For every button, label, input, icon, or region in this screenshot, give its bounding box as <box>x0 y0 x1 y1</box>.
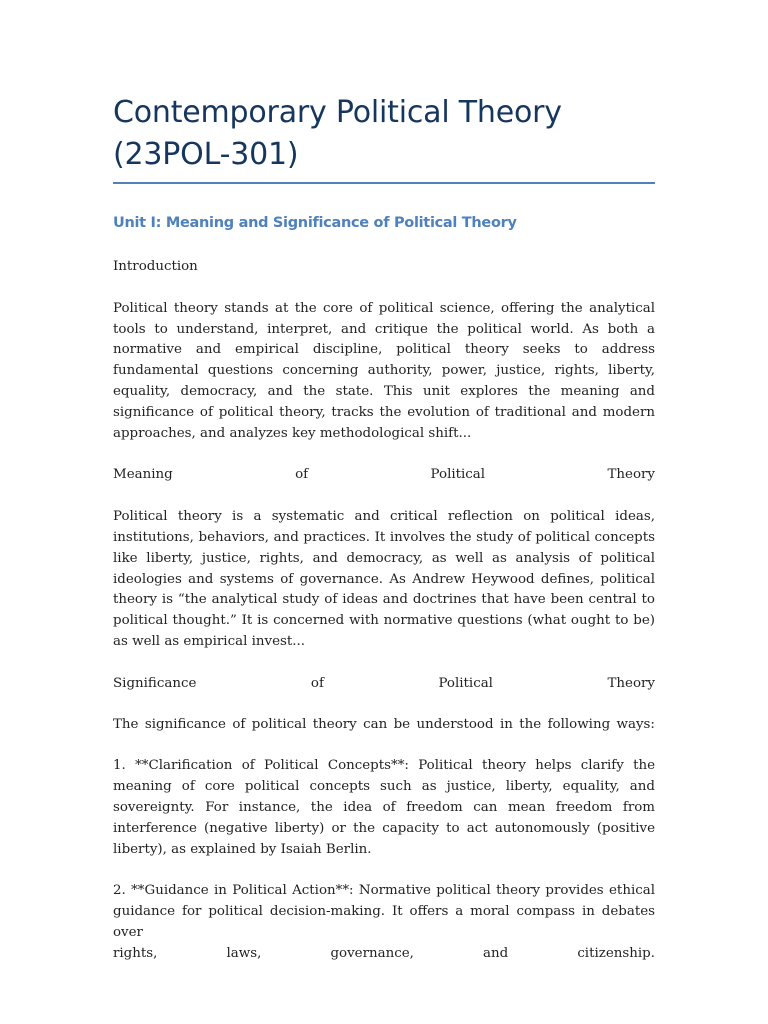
meaning-heading-word: Theory <box>607 467 655 483</box>
introduction-label: Introduction <box>113 259 198 274</box>
significance-item-2-last-line <box>113 944 655 965</box>
significance-heading-word: Significance <box>113 675 197 691</box>
significance-heading-word: of <box>310 675 324 691</box>
intro-paragraph: Political theory stands at the core of political science, offering the analytical tools to understand, interpret, and critique the political world. As both a normative and empirical discipline, political theory seeks to address fundamental questions concerning authority, power, justice, rights, liberty, equality, democracy, and the state. This unit explores the meaning and significance of political theory, tracks the evolution of traditional and modern approaches, and analyzes key methodological shift... <box>113 300 655 441</box>
meaning-paragraph: Political theory is a systematic and critical reflection on political ideas, institutions, behaviors, and practices. It involves the study of political concepts like liberty, justice, rights, and democracy, as well as analysis of political ideologies and systems of governance. As Andrew Heywood defines, political theory is “the analytical study of ideas and doctrines that have been central to political thought.” It is concerned with normative questions (what ought to be) as well as empirical invest... <box>113 509 655 649</box>
meaning-heading-word: Political <box>430 467 486 483</box>
significance-heading <box>113 674 655 695</box>
meaning-heading-word: of <box>295 467 309 483</box>
significance-intro-word: political <box>251 716 307 732</box>
significance-intro-word: ways: <box>616 716 655 732</box>
significance-intro-word: can <box>363 716 388 732</box>
item-2-word: laws, <box>226 945 262 961</box>
item-2-word: citizenship. <box>577 945 655 961</box>
item-2-word: and <box>483 945 509 961</box>
significance-intro-word: theory <box>312 716 357 732</box>
document-title: Contemporary Political Theory (23POL-301) <box>113 95 562 172</box>
significance-item-2: 2. **Guidance in Political Action**: Normative political theory provides ethical guidance for political decision-making. It offers a moral compass in debates over <box>113 883 655 940</box>
significance-intro-word: The <box>113 716 139 732</box>
significance-item-1: 1. **Clarification of Political Concepts**: Political theory helps clarify the meaning of core political concepts such as justice, liberty, equality, and sovereignty. For instance, the idea of freedom can mean freedom from interference (negative liberty) or the capacity to act autonomously (positive liberty), as explained by Isaiah Berlin. <box>113 758 655 857</box>
meaning-heading-word: Meaning <box>113 467 173 483</box>
significance-intro-word: understood <box>416 716 494 732</box>
meaning-heading <box>113 465 655 486</box>
significance-intro-word: of <box>232 716 246 732</box>
significance-heading-word: Theory <box>607 675 655 691</box>
item-2-word: governance, <box>330 945 414 961</box>
document-content <box>113 92 655 965</box>
significance-intro <box>113 715 655 736</box>
significance-heading-word: Political <box>438 675 493 691</box>
significance-intro-word: the <box>519 716 542 732</box>
significance-intro-word: in <box>499 716 513 732</box>
significance-intro-word: significance <box>144 716 226 732</box>
unit-heading: Unit I: Meaning and Significance of Political Theory <box>113 215 517 231</box>
item-2-word: rights, <box>113 945 158 961</box>
significance-intro-word: be <box>393 716 411 732</box>
title-divider <box>113 182 655 184</box>
significance-intro-word: following <box>547 716 611 732</box>
